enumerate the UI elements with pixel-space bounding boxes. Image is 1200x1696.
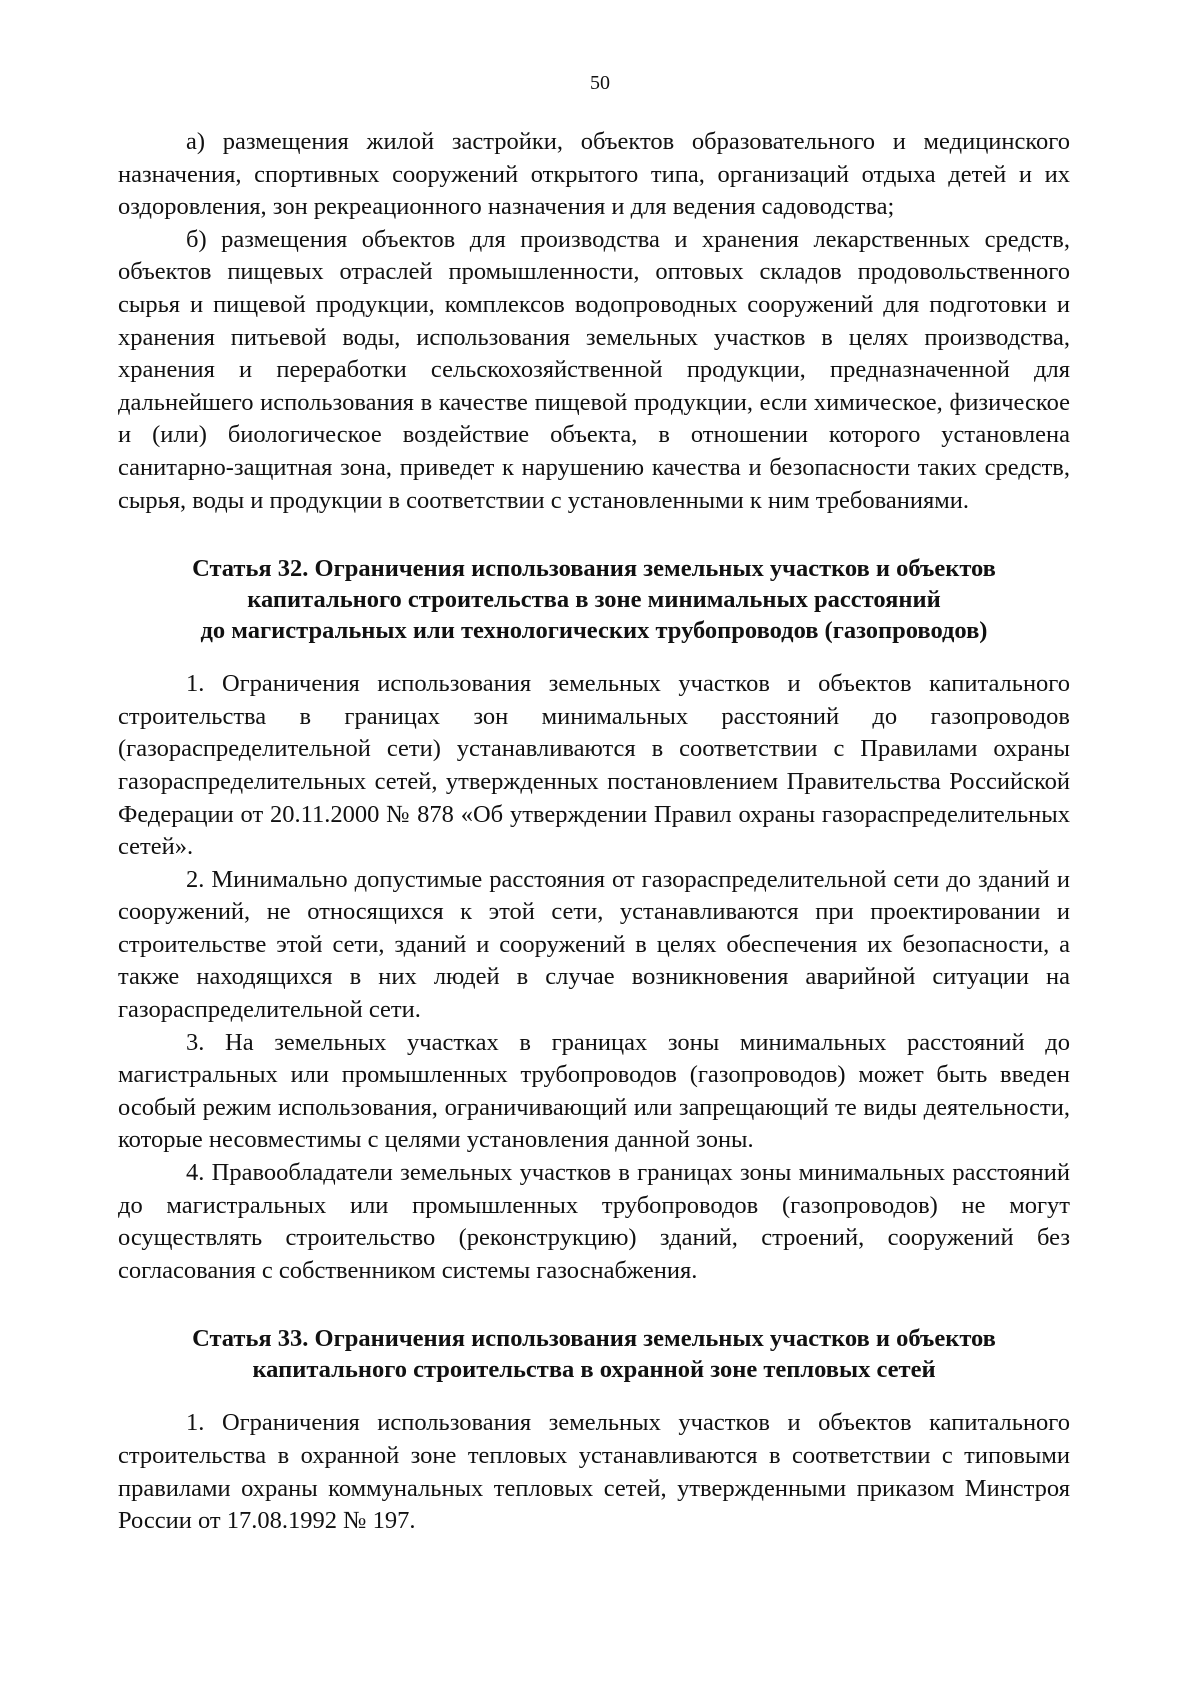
paragraph-a: а) размещения жилой застройки, объектов образовательного и медицинского назначения, спортивных сооружений открытого типа, организаций отдыха детей и их оздоровления, зон рекреационного назначения и для ведения садоводства; [118,128,1070,221]
article-33-heading [118,1323,1070,1385]
page-number: 50 [590,72,610,94]
article-33-heading-line: Статья 33. Ограничения использования земельных участков и объектов [192,1325,996,1353]
article-33-heading-line: капитального строительства в охранной зоне тепловых сетей [252,1356,936,1384]
article-32-item-3: 3. На земельных участках в границах зоны минимальных расстояний до магистральных или промышленных трубопроводов (газопроводов) может быть введен особый режим использования, ограничивающий или запрещающий те виды деятельности, которые несовместимы с целями установления данной зоны. [118,1028,1070,1154]
article-32-heading-line: капитального строительства в зоне минимальных расстояний [247,586,941,614]
article-32-body [118,668,1070,1287]
article-33-body [118,1407,1070,1537]
document-body [118,126,1070,1538]
article-32-item-1: 1. Ограничения использования земельных участков и объектов капитального строительства в границах зон минимальных расстояний до газопроводов (газораспределительной сети) устанавливаются в соответствии с Правилами охраны газораспределительных сетей, утвержденных постановлением Правительства Российской Федерации от 20.11.2000 № 878 «Об утверждении Правил охраны газораспределительных сетей». [118,670,1070,861]
article-32-heading [118,553,1070,646]
article-32-heading-line: до магистральных или технологических трубопроводов (газопроводов) [200,617,988,645]
article-32-item-4: 4. Правообладатели земельных участков в границах зоны минимальных расстояний до магистральных или промышленных трубопроводов (газопроводов) не могут осуществлять строительство (реконструкцию) зданий, строений, сооружений без согласования с собственником системы газоснабжения. [118,1159,1070,1284]
article-32-item-2: 2. Минимально допустимые расстояния от газораспределительной сети до зданий и сооружений, не относящихся к этой сети, устанавливаются при проектировании и строительстве этой сети, зданий и сооружений в целях обеспечения их безопасности, а также находящихся в них людей в случае возникновения аварийной ситуации на газораспределительной сети. [118,865,1070,1024]
paragraph-b: б) размещения объектов для производства и хранения лекарственных средств, объектов пищевых отраслей промышленности, оптовых складов продовольственного сырья и пищевой продукции, комплексов водопроводных сооружений для подготовки и хранения питьевой воды, использования земельных участков в целях производства, хранения и переработки сельскохозяйственной продукции, предназначенной для дальнейшего использования в качестве пищевой продукции, если химическое, физическое и (или) биологическое воздействие объекта, в отношении которого установлена санитарно-защитная зона, приведет к нарушению качества и безопасности таких средств, сырья, воды и продукции в соответствии с установленными к ним требованиями. [118,225,1070,514]
article-32-heading-line: Статья 32. Ограничения использования земельных участков и объектов [192,555,996,583]
article-33-item-1: 1. Ограничения использования земельных участков и объектов капитального строительства в охранной зоне тепловых устанавливаются в соответствии с типовыми правилами охраны коммунальных тепловых сетей, утвержденными приказом Минстроя России от 17.08.1992 № 197. [118,1409,1070,1535]
